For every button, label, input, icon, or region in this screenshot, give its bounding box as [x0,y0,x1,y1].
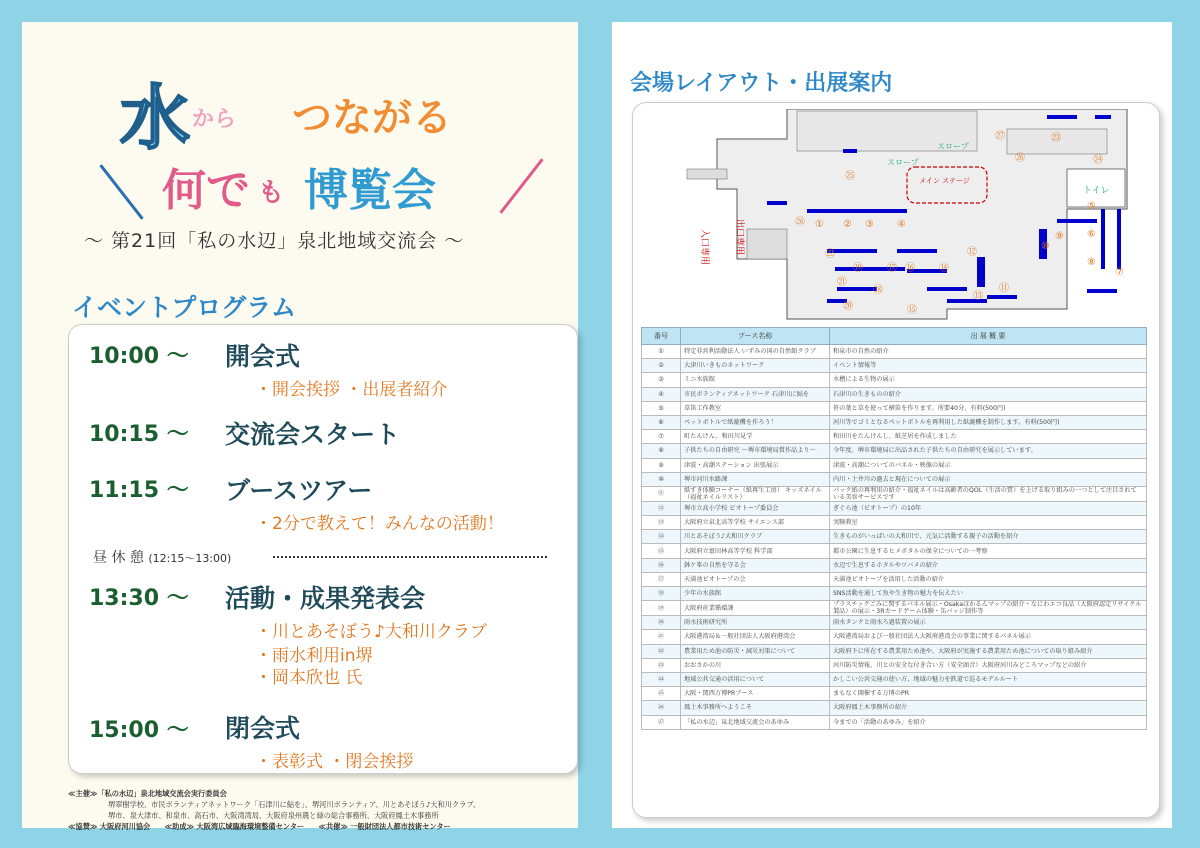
table-row [642,430,1147,444]
booth-summary-cell: 水辺で生息するホタルやツバメの紹介 [830,558,1147,572]
booth-summary-cell: 内川・土井川の過去と現在についての展示 [830,472,1147,486]
booth-number: ⑱ [873,285,883,296]
booth-number: ⑮ [907,305,917,316]
booth-summary-cell: 大阪港湾局および一般社団法人大阪府港湾会の事業に関するパネル展示 [830,630,1147,644]
booth-number-cell: ⑧ [642,444,681,458]
booth-name-cell: 大阪・関西万博PRブース [681,687,830,701]
booth-name-cell: 川とあそぼう♪大和川クラブ [681,530,830,544]
header-booth: ブース名称 [681,328,830,345]
booth-summary-cell: 笹の葉と草を使って横笛を作ります。所要40分、有料(500円) [830,401,1147,415]
program-title: 閉会式 [225,714,301,743]
table-row [642,587,1147,601]
program-detail: ・2分で教えて！みんなの活動！ [255,514,504,534]
booth-summary-cell: 河川防災情報、川との安全な付き合い方（安全頭音）大阪府河川みどころマップなどの紹介 [830,658,1147,672]
program-time: 10:00 〜 [89,344,189,369]
booth-name-cell: ミニ水族館 [681,373,830,387]
table-row [642,359,1147,373]
title-tsunagaru: つながる [292,95,452,141]
booth-number-cell: ㉔ [642,672,681,686]
booth-name-cell: 紙すき体験コーナー（紙再生工房） キッズネイル（福祉ネイルリスト） [681,486,830,501]
table-row [642,658,1147,672]
booth-name-cell: 大津川いきものネットワーク [681,359,830,373]
exit-label: 出口専用 [734,219,744,256]
booth-number: ⑯ [905,263,915,274]
booth-summary-cell: 今までの「活動のあゆみ」を紹介 [830,715,1147,729]
program-time: 15:00 〜 [89,718,189,743]
booth-number-cell: ④ [642,387,681,401]
lunch-label: 昼 休 憩 [93,550,144,566]
booth-summary-cell: 和田川をたんけんし、紙芝居を作成しました [830,430,1147,444]
booth-number: ⑰ [887,263,897,274]
booth-number: ⑪ [999,283,1009,294]
booth-summary-cell: 今年度、堺市環境局に出品された子供たちの自由研究を展示しています。 [830,444,1147,458]
booth-name-cell: 天満池ビオトープの会 [681,572,830,586]
booth-number-cell: ㉕ [642,687,681,701]
table-row [642,544,1147,558]
slope-label: スロープ [887,158,919,167]
table-row [642,516,1147,530]
booth-number-cell: ⑨ [642,458,681,472]
program-detail: ・岡本欣也 氏 [255,668,363,688]
booth-summary-cell: 雨水タンクと雨水ろ過装置の展示 [830,616,1147,630]
booth-name-cell: 市民ボランティアネットワーク 石津川に鮎を [681,387,830,401]
booth-number: ⑩ [1041,241,1050,252]
booth-summary-cell: 実験教室 [830,516,1147,530]
booth-number-cell: ③ [642,373,681,387]
booth-summary-cell: 石津川の生きものの紹介 [830,387,1147,401]
poster-left-page [22,22,578,831]
program-detail: ・表彰式 ・閉会挨拶 [255,752,414,772]
program-box [68,324,578,774]
booth-number-cell: ㉒ [642,644,681,658]
table-row [642,715,1147,729]
program-title: 開会式 [225,342,301,371]
table-row [642,558,1147,572]
program-time: 11:15 〜 [89,478,189,503]
booth-number-cell: ⑰ [642,572,681,586]
booth-summary-cell: 大阪府鳳土木事務所の紹介 [830,701,1147,715]
booth-number-cell: ⑥ [642,415,681,429]
slope-label: スロープ [937,142,969,151]
poster-subtitle: 〜 第21回「私の水辺」泉北地域交流会 〜 [84,230,465,252]
title-mizu: 水 [120,77,190,159]
footer-line: ≪協賛≫ 大阪府河川協会 ≪助成≫ 大阪湾広域臨海環境整備センター ≪共催≫ 一般財団法人都市技術センター [68,822,451,831]
venue-map [647,109,1147,321]
program-time: 10:15 〜 [89,422,189,447]
booth-summary-cell: 天満池ビオトープを活用した活動の紹介 [830,572,1147,586]
program-time: 13:30 〜 [89,586,189,611]
table-row [642,701,1147,715]
booth-number-cell: ⑬ [642,516,681,530]
booth-number-cell: ⑲ [642,601,681,616]
booth-number: ③ [865,219,874,230]
table-row [642,601,1147,616]
booth-summary-cell: 和泉市の自然の紹介 [830,345,1147,359]
booth-summary-cell: 津波・高潮についてのパネル・映像の展示 [830,458,1147,472]
booth-number: ㉔ [1093,155,1103,166]
booth-number: ㉕ [845,171,855,182]
booth-number-cell: ② [642,359,681,373]
layout-heading: 会場レイアウト・出展案内 [630,71,893,96]
poster-right-page [612,22,1172,828]
booth-name-cell: 鉢ケ峯の自然を守る会 [681,558,830,572]
program-detail: ・川とあそぼう♪大和川クラブ [255,622,487,642]
booth-number: ⑲ [853,263,863,274]
table-row [642,501,1147,515]
entrance-label: 入口専用 [699,229,709,266]
booth-name-cell: 堺市河川水路課 [681,472,830,486]
program-heading: イベントプログラム [72,293,297,322]
booth-number-cell: ① [642,345,681,359]
booth-number-cell: ㉓ [642,658,681,672]
table-row [642,572,1147,586]
booth-summary-cell: ぎぐら池（ビオトープ）の10年 [830,501,1147,515]
booth-number-cell: ⑫ [642,501,681,515]
table-row [642,373,1147,387]
booth-name-cell: 雨水技術研究所 [681,616,830,630]
booth-number: ⑨ [1055,231,1064,242]
booth-number: ④ [897,219,906,230]
table-header-row [642,328,1147,345]
table-row [642,401,1147,415]
table-row [642,616,1147,630]
exhibitor-table-body [642,345,1147,730]
booth-number: ⑫ [967,247,977,258]
booth-summary-cell: 大阪府下に所在する農業用ため池や、大阪府が実施する農業用ため池についての取り組み紹介 [830,644,1147,658]
booth-summary-cell: SNS活動を通して魚や生き物の魅力を伝えたい [830,587,1147,601]
booth-name-cell: 町たんけん、和田川見学 [681,430,830,444]
booth-summary-cell: パック紙の再利用の紹介・福祉ネイルは高齢者のQOL（生活の質）を上げる取り組みの一つとして注目されている美容サービスです [830,486,1147,501]
booth-summary-cell: イベント情報等 [830,359,1147,373]
title-kara: から [192,107,237,132]
toilet-label: トイレ [1083,186,1110,196]
table-row [642,472,1147,486]
booth-number: ⑭ [939,263,949,274]
booth-number-cell: ⑦ [642,430,681,444]
table-row [642,530,1147,544]
booth-name-cell: おおさかの川 [681,658,830,672]
booth-summary-cell: まもなく開催する万博のPR [830,687,1147,701]
booth-name-cell: 子供たちの自由研究 〜堺市環境局賞作品より〜 [681,444,830,458]
booth-number-cell: ㉑ [642,630,681,644]
booth-number-cell: ⑱ [642,587,681,601]
booth-name-cell: 大阪府立富田林高等学校 科学部 [681,544,830,558]
booth-name-cell: 「私の水辺」泉北地域交流会のあゆみ [681,715,830,729]
table-row [642,444,1147,458]
booth-number: ㉑ [837,277,847,288]
lunch-break [93,547,231,567]
booth-summary-cell: 水槽による生物の展示 [830,373,1147,387]
booth-number: ⑳ [843,301,853,312]
booth-name-cell: 大阪府産業循環課 [681,601,830,616]
booth-name-cell: ペットボトルで紙漉機を作ろう！ [681,415,830,429]
booth-summary-cell: 河川等でゴミとなるペットボトルを再利用した紙漉機を制作します。有料(500円) [830,415,1147,429]
table-row [642,644,1147,658]
booth-number: ㉖ [795,217,805,228]
booth-name-cell: 農業用ため池の防災・減災対策について [681,644,830,658]
table-row [642,486,1147,501]
title-slash-left [99,164,143,219]
footer-line: 堺市、泉大津市、和泉市、高石市、大阪湾湾局、大阪府泉州農と緑の総合事務所、大阪府鳳土木事務所 [108,811,439,820]
booth-summary-cell: 生きものがいっぱいの大和川で、元気に活動する親子の活動を紹介 [830,530,1147,544]
table-row [642,345,1147,359]
title-nandemo: 何で [162,165,250,216]
booth-name-cell: 大阪府立泉北高等学校 サイエンス部 [681,516,830,530]
booth-name-cell: 大阪港湾局＆一般社団法人大阪府港湾会 [681,630,830,644]
footer-line: 堺翠樹学校、市民ボランティアネットワーク「石津川に鮎を」、堺河川ボランティア、川とあそぼう♪大和川クラブ、 [108,800,481,809]
booth-name-cell: 草笛工作教室 [681,401,830,415]
title-slash-right [499,158,543,213]
title-hakurankai: 博覧会 [304,165,436,216]
booth-number: ⑤ [1087,201,1096,212]
booth-number: ⑬ [973,291,983,302]
booth-summary-cell: かしこい公共交通の使い方、地域の魅力を鉄道で巡るモデルルート [830,672,1147,686]
table-row [642,415,1147,429]
booth-number-cell: ⑤ [642,401,681,415]
program-detail: ・開会挨拶 ・出展者紹介 [255,380,448,400]
booth-summary-cell: 都市公園に生息するヒメボタルの保全についての一考察 [830,544,1147,558]
booth-number-cell: ㉖ [642,701,681,715]
booth-summary-cell: プラスチックごみに関するパネル展示・Osakaほかるんマップの紹介・なにわエコ良品（大阪府認定リサイクル製品）の展示・3Rカードゲーム体験・缶バッジ制作等 [830,601,1147,616]
title-mo: も [258,178,285,208]
table-row [642,458,1147,472]
layout-box [632,102,1160,818]
exhibitor-table [641,327,1147,730]
program-title: 交流会スタート [225,420,401,449]
stage-label: メイン ステージ [919,177,970,185]
booth-name-cell: 地域公共交通の活用について [681,672,830,686]
table-row [642,630,1147,644]
lunch-time: (12:15〜13:00) [148,552,232,565]
booth-number-cell: ⑳ [642,616,681,630]
booth-number: ㉗ [995,131,1005,142]
booth-number-cell: ㉗ [642,715,681,729]
program-title: 活動・成果発表会 [225,584,426,613]
booth-name-cell: 津波・高潮ステーション 出張展示 [681,458,830,472]
booth-name-cell: 堺市立高小学校 ビオトープ委員会 [681,501,830,515]
booth-number: ㉒ [825,249,835,260]
booth-number-cell: ⑪ [642,486,681,501]
booth-number: ② [843,219,852,230]
booth-number: ㉓ [1051,133,1061,144]
booth-number-cell: ⑭ [642,530,681,544]
lunch-divider [273,556,547,558]
footer-line: ≪主催≫「私の水辺」泉北地域交流会実行委員会 [68,789,227,798]
table-row [642,387,1147,401]
table-row [642,672,1147,686]
organizers-footer [68,788,480,832]
booth-number-cell: ⑩ [642,472,681,486]
booth-number: ⑦ [1115,267,1124,278]
booth-name-cell: 少年の水族館 [681,587,830,601]
booth-number: ① [815,219,824,230]
booth-name-cell: 特定非営利活動法人 いずみの国の自然館クラブ [681,345,830,359]
header-number: 番号 [642,328,681,345]
table-row [642,687,1147,701]
booth-number-cell: ⑯ [642,558,681,572]
booth-number-cell: ⑮ [642,544,681,558]
booth-number: ⑥ [1087,229,1096,240]
header-summary: 出 展 概 要 [830,328,1147,345]
program-title: ブースツアー [225,476,373,505]
program-detail: ・雨水利用in堺 [255,646,373,666]
booth-number: ㉖ [1015,153,1025,164]
booth-number: ⑧ [1087,257,1096,268]
booth-name-cell: 鳳土木事務所へようこそ [681,701,830,715]
